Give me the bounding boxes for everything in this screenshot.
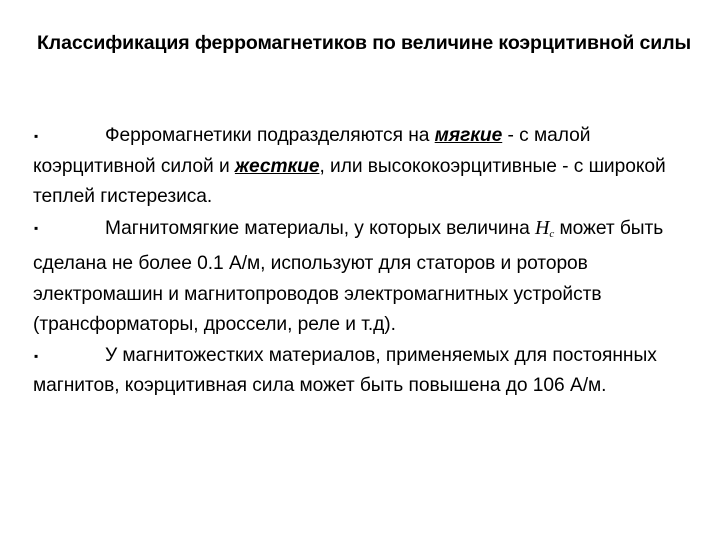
slide-body [33, 121, 693, 402]
paragraph-1 [33, 121, 693, 213]
bullet-icon: ▪ [34, 348, 39, 363]
paragraph-2-text-start: Магнитомягкие материалы, у которых величина [105, 217, 535, 239]
paragraph-1-text-start: Ферромагнетики подразделяются на [105, 125, 435, 146]
slide-title: Классификация ферромагнетиков по величине коэрцитивной силы [37, 32, 692, 54]
bullet-icon: ▪ [34, 129, 39, 143]
paragraph-1-text-mid: - с малой коэрцитивной силой и [33, 125, 591, 177]
term-soft: мягкие [434, 125, 503, 146]
paragraph-1-text-end: , или высококоэрцитивные - с широкой теплей гистерезиса. [33, 155, 666, 207]
bullet-icon: ▪ [34, 220, 39, 235]
symbol-subscript: c [549, 227, 555, 240]
paragraph-3-text: У магнитожестких материалов, применяемых для постоянных магнитов, коэрцитивная сила может быть повышена до 106 А/м. [33, 344, 657, 396]
paragraph-2-text-end: может быть сделана не более 0.1 А/м, используют для статоров и роторов электромашин и магнитопроводов электромагнитных устройств (трансформаторы, дроссели, реле и т.д). [33, 217, 664, 335]
paragraph-2 [33, 213, 693, 341]
coercivity-symbol [535, 217, 554, 239]
paragraph-3 [33, 341, 693, 402]
symbol-h: H [534, 216, 550, 239]
term-hard: жесткие [234, 155, 320, 177]
